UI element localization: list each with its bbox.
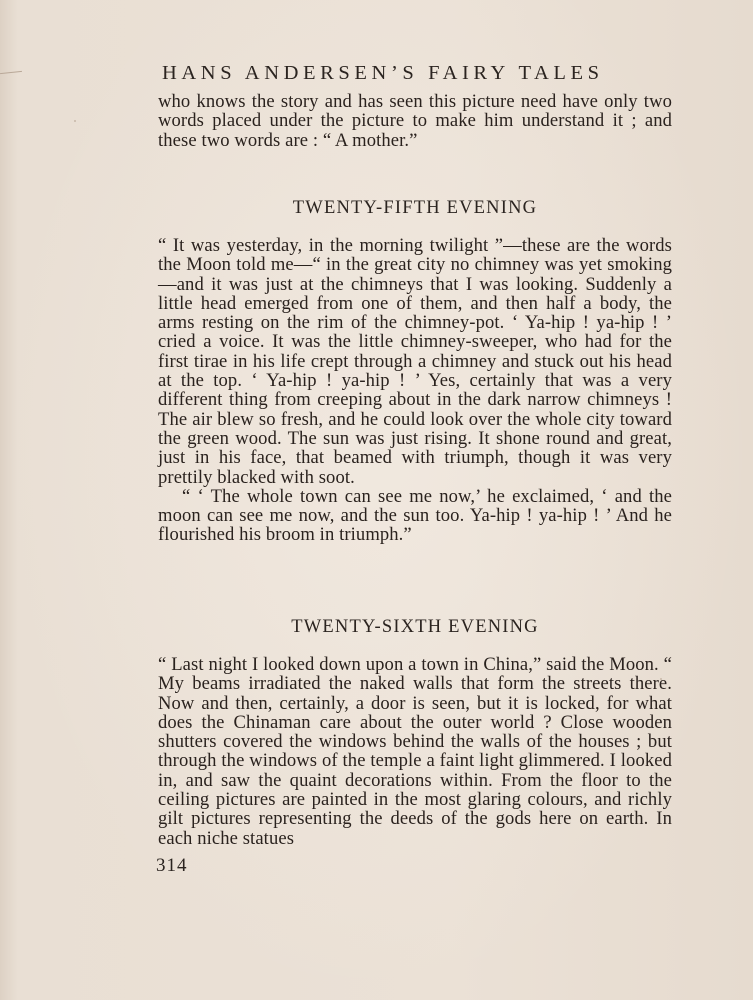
page-corner-mark [0,71,22,74]
intro-paragraph-block [158,92,672,150]
section-heading-twenty-fifth-evening: TWENTY-FIFTH EVENING [292,198,538,218]
paper-speck [74,120,76,122]
twenty-sixth-evening-text [158,655,672,848]
running-head: HANS ANDERSEN’S FAIRY TALES [162,62,604,84]
page-number: 314 [156,855,188,876]
section-heading-twenty-sixth-evening: TWENTY-SIXTH EVENING [291,617,539,637]
twenty-fifth-evening-text [158,236,672,545]
twenty-sixth-evening-paragraph-1: “ Last night I looked down upon a town in China,” said the Moon. “ My beams irradiated the naked walls that form the streets there. Now and then, certainly, a door is seen, but it is locked, for what does the Chinaman care about the outer world ? Close wooden shutters covered the windows behind the walls of the houses ; but through the windows of the temple a faint light glimmered. I looked in, and saw the quaint decorations within. From the floor to the ceiling pictures are painted in the most glaring colours, and richly gilt pictures representing the deeds of the gods here on earth. In each niche statues [158,654,672,849]
intro-paragraph: who knows the story and has seen this picture need have only two words placed under the picture to make him understand it ; and these two words are : “ A mother.” [158,91,672,151]
twenty-fifth-evening-paragraph-2: “ ‘ The whole town can see me now,’ he exclaimed, ‘ and the moon can see me now, and the sun too. Ya-hip ! ya-hip ! ’ And he flourished his broom in triumph.” [158,485,672,546]
twenty-fifth-evening-paragraph-1: “ It was yesterday, in the morning twilight ”—these are the words the Moon told me—“ in the great city no chimney was yet smoking—and it was just at the chimneys that I was looking. Suddenly a little head emerged from one of them, and then half a body, the arms resting on the rim of the chimney-pot. ‘ Ya-hip ! ya-hip ! ’ cried a voice. It was the little chimney-sweeper, who had for the first tirae in his life crept through a chimney and stuck out his head at the top. ‘ Ya-hip ! ya-hip ! ’ Yes, certainly that was a very different thing from creeping about in the dark narrow chimneys ! The air blew so fresh, and he could look over the whole city toward the green wood. The sun was just rising. It shone round and great, just in his face, that beamed with triumph, though it was very prettily blacked with soot. [158,235,672,488]
